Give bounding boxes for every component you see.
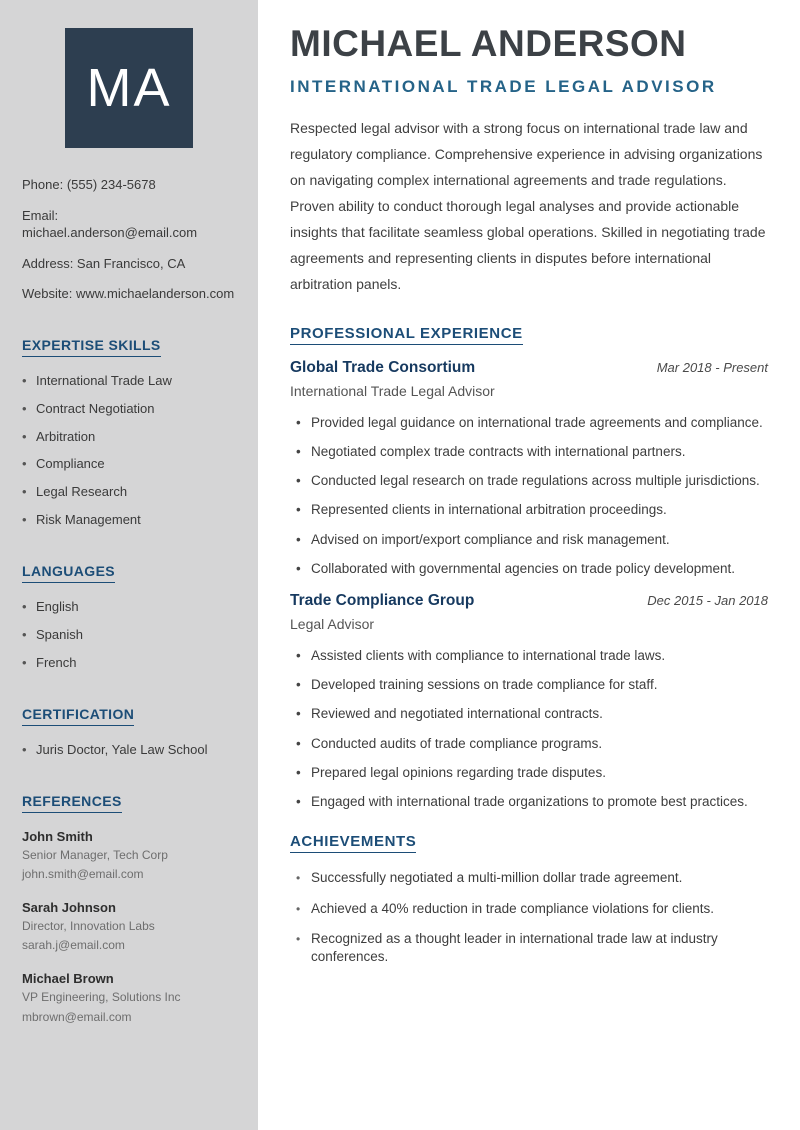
skill-item: • International Trade Law	[22, 373, 236, 390]
job-entry-2	[290, 592, 768, 811]
job-bullet-item: • Negotiated complex trade contracts with international partners.	[296, 443, 768, 461]
references-heading	[22, 793, 236, 813]
job-bullets	[296, 414, 768, 578]
reference-email: john.smith@email.com	[22, 867, 144, 882]
language-item: • Spanish	[22, 627, 236, 644]
job-bullet-item: • Collaborated with governmental agencies on trade policy development.	[296, 560, 768, 578]
experience-heading	[290, 325, 768, 345]
monogram-text: MA	[86, 58, 172, 118]
job-role: International Trade Legal Advisor	[290, 382, 495, 399]
contact-website: Website: www.michaelanderson.com	[22, 286, 235, 302]
reference-item	[22, 829, 236, 883]
skill-item: • Contract Negotiation	[22, 401, 236, 418]
language-item: • French	[22, 655, 236, 672]
contact-address: Address: San Francisco, CA	[22, 255, 186, 271]
certification-item: • Juris Doctor, Yale Law School	[22, 742, 236, 759]
certification-heading	[22, 706, 236, 726]
skills-heading	[22, 337, 236, 357]
reference-title: VP Engineering, Solutions Inc	[22, 990, 181, 1005]
job-company: Trade Compliance Group	[290, 592, 475, 609]
reference-email: sarah.j@email.com	[22, 938, 125, 953]
monogram-badge	[65, 28, 193, 148]
skill-item: • Arbitration	[22, 429, 236, 446]
reference-item	[22, 971, 236, 1025]
skills-list	[22, 373, 236, 529]
job-entry-1	[290, 359, 768, 578]
references-list	[22, 829, 236, 1026]
experience-heading-text: PROFESSIONAL EXPERIENCE	[290, 325, 523, 345]
references-heading-text: REFERENCES	[22, 793, 122, 813]
job-bullet-item: • Provided legal guidance on international trade agreements and compliance.	[296, 414, 768, 432]
job-bullet-item: • Developed training sessions on trade compliance for staff.	[296, 676, 768, 694]
achievements-list	[296, 869, 768, 966]
job-bullet-item: • Conducted legal research on trade regulations across multiple jurisdictions.	[296, 472, 768, 490]
skill-item: • Risk Management	[22, 512, 236, 529]
contact-phone: Phone: (555) 234-5678	[22, 177, 156, 192]
skills-heading-text: EXPERTISE SKILLS	[22, 337, 161, 357]
achievements-heading-text: ACHIEVEMENTS	[290, 833, 416, 853]
reference-item	[22, 900, 236, 954]
job-company: Global Trade Consortium	[290, 358, 476, 376]
skill-item: • Compliance	[22, 456, 236, 473]
achievement-item: • Successfully negotiated a multi-million dollar trade agreement.	[296, 869, 768, 887]
candidate-title: INTERNATIONAL TRADE LEGAL ADVISOR	[290, 76, 717, 96]
achievement-item: • Achieved a 40% reduction in trade compliance violations for clients.	[296, 900, 768, 918]
certification-list	[22, 742, 236, 759]
job-bullet-item: • Represented clients in international arbitration proceedings.	[296, 501, 768, 519]
reference-title: Director, Innovation Labs	[22, 918, 155, 933]
languages-heading-text: LANGUAGES	[22, 563, 115, 583]
job-dates: Dec 2015 - Jan 2018	[647, 593, 768, 608]
certification-heading-text: CERTIFICATION	[22, 706, 134, 726]
achievements-heading	[290, 833, 768, 853]
job-dates: Mar 2018 - Present	[656, 359, 768, 375]
job-header	[290, 359, 768, 377]
reference-name: John Smith	[22, 828, 93, 844]
job-header	[290, 592, 768, 610]
job-bullet-item: • Conducted audits of trade compliance programs.	[296, 735, 768, 753]
achievement-item: • Recognized as a thought leader in international trade law at industry conferences.	[296, 930, 768, 966]
skill-item: • Legal Research	[22, 484, 236, 501]
reference-name: Michael Brown	[22, 971, 114, 987]
job-bullet-item: • Reviewed and negotiated international contracts.	[296, 705, 768, 723]
job-bullets	[296, 647, 768, 811]
summary-paragraph: Respected legal advisor with a strong focus on international trade law and regulatory compliance. Comprehensive experience in advising organizations on navigating complex international agreements and trade regulations. Proven ability to conduct thorough legal analyses and provide actionable insights that facilitate seamless global operations. Skilled in negotiating trade agreements and representing clients in disputes before international arbitration panels.	[290, 119, 766, 292]
contact-section	[22, 176, 236, 303]
languages-list	[22, 599, 236, 672]
sidebar	[0, 0, 258, 1130]
language-item: • English	[22, 599, 236, 616]
reference-title: Senior Manager, Tech Corp	[22, 847, 168, 862]
reference-email: mbrown@email.com	[22, 1009, 132, 1024]
job-bullet-item: • Advised on import/export compliance and risk management.	[296, 531, 768, 549]
reference-name: Sarah Johnson	[22, 899, 116, 915]
candidate-name: MICHAEL ANDERSON	[290, 23, 687, 64]
languages-heading	[22, 563, 236, 583]
job-bullet-item: • Engaged with international trade organizations to promote best practices.	[296, 793, 768, 811]
contact-email: Email: michael.anderson@email.com	[22, 207, 198, 241]
job-role: Legal Advisor	[290, 616, 375, 632]
job-bullet-item: • Assisted clients with compliance to international trade laws.	[296, 647, 768, 665]
main-content	[258, 0, 800, 1130]
job-bullet-item: • Prepared legal opinions regarding trade disputes.	[296, 764, 768, 782]
